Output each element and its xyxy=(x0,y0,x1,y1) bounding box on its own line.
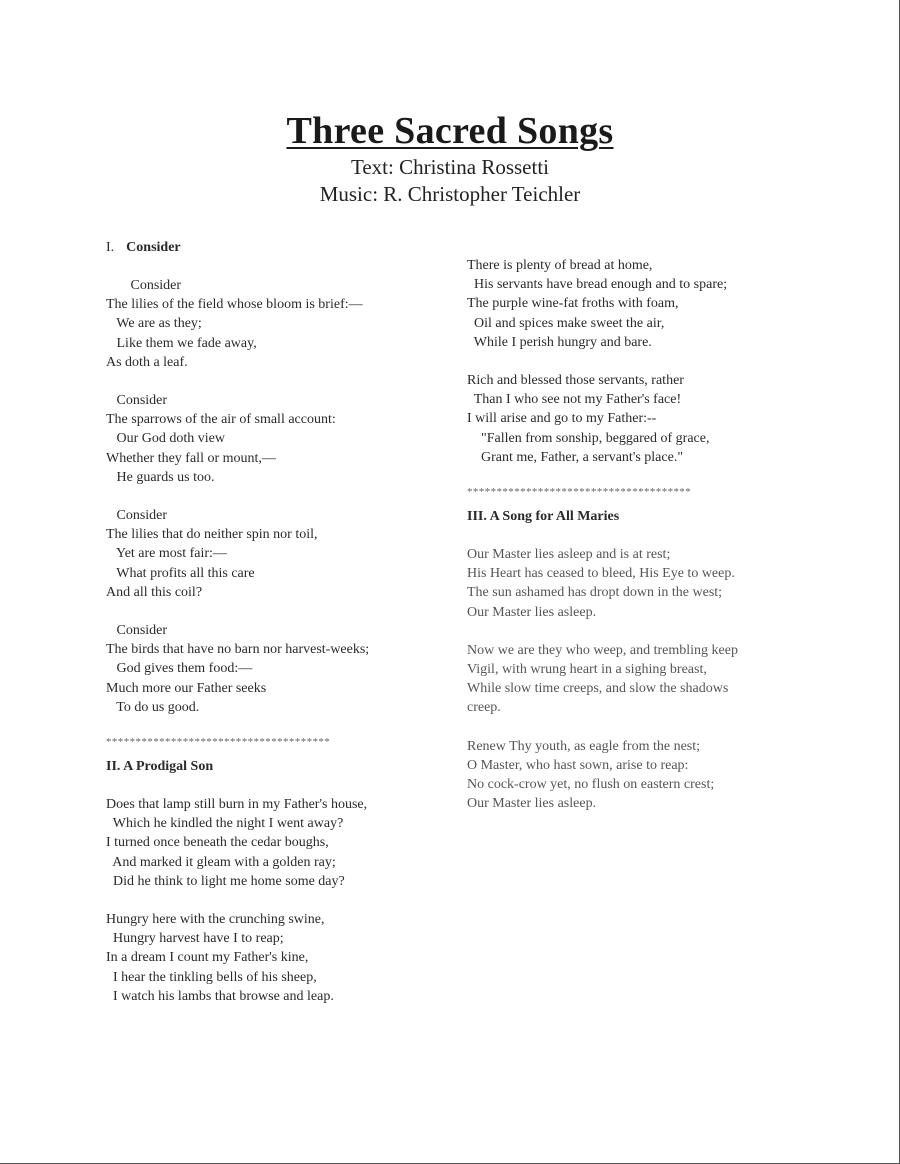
poem-line: Now we are they who weep, and trembling keep xyxy=(467,642,738,658)
poem-line: Grant me, Father, a servant's place." xyxy=(467,449,684,465)
poem-line: Yet are most fair:— xyxy=(106,546,227,562)
song2-body-continued xyxy=(467,256,797,467)
section-separator: ************************************** xyxy=(106,736,331,749)
poem-line: Consider xyxy=(106,393,168,409)
poem-line: The lilies of the field whose bloom is brief:— xyxy=(106,297,363,313)
music-credit: Music: R. Christopher Teichler xyxy=(319,182,581,206)
stanza xyxy=(467,256,797,352)
left-column xyxy=(106,236,446,1006)
poem-line: Consider xyxy=(106,278,182,293)
poem-line: Oil and spices make sweet the air, xyxy=(467,315,665,331)
stanza xyxy=(106,621,446,717)
poem-line: In a dream I count my Father's kine, xyxy=(106,950,309,966)
poem-line: I hear the tinkling bells of his sheep, xyxy=(106,969,317,985)
stanza xyxy=(106,795,446,891)
poem-line: The purple wine-fat froths with foam, xyxy=(467,296,679,312)
poem-line: Hungry harvest have I to reap; xyxy=(106,931,284,947)
poem-line: creep. xyxy=(467,700,501,716)
song2-body xyxy=(106,795,446,1006)
poem-line: Renew Thy youth, as eagle from the nest; xyxy=(467,738,701,754)
poem-line: Our Master lies asleep and is at rest; xyxy=(467,547,671,563)
poem-line: The lilies that do neither spin nor toil, xyxy=(106,527,318,543)
poem-line: He guards us too. xyxy=(106,469,215,485)
poem-line: "Fallen from sonship, beggared of grace, xyxy=(467,430,710,446)
document-title: Three Sacred Songs xyxy=(286,110,614,152)
stanza xyxy=(106,276,446,372)
poem-line: O Master, who hast sown, arise to reap: xyxy=(467,757,689,773)
stanza xyxy=(106,910,446,1006)
poem-line: His Heart has ceased to bleed, His Eye to weep. xyxy=(467,566,735,582)
poem-line: While I perish hungry and bare. xyxy=(467,334,652,350)
poem-line: Which he kindled the night I went away? xyxy=(106,816,344,832)
song1-body xyxy=(106,276,446,717)
stanza xyxy=(467,641,797,718)
poem-line: Our God doth view xyxy=(106,431,225,447)
poem-line: While slow time creeps, and slow the shadows xyxy=(467,681,729,697)
section-separator: ************************************** xyxy=(467,486,692,499)
poem-line: I will arise and go to my Father:-- xyxy=(467,411,657,427)
poem-line: As doth a leaf. xyxy=(106,354,188,370)
stanza xyxy=(467,371,797,467)
poem-line: Does that lamp still burn in my Father's house, xyxy=(106,797,368,813)
poem-line: I turned once beneath the cedar boughs, xyxy=(106,835,329,851)
poem-line: I watch his lambs that browse and leap. xyxy=(106,988,334,1004)
song3-body xyxy=(467,545,797,813)
poem-line: Vigil, with wrung heart in a sighing breast, xyxy=(467,662,707,678)
stanza xyxy=(467,737,797,814)
poem-line: To do us good. xyxy=(106,699,200,715)
poem-line: Like them we fade away, xyxy=(106,335,257,351)
poem-line: Rich and blessed those servants, rather xyxy=(467,373,684,389)
poem-line: And all this coil? xyxy=(106,584,203,600)
song2-heading: II. A Prodigal Son xyxy=(106,759,214,775)
poem-line: Did he think to light me home some day? xyxy=(106,873,345,889)
poem-line: His servants have bread enough and to spare; xyxy=(467,277,728,293)
poem-line: Our Master lies asleep. xyxy=(467,604,597,620)
poem-line: No cock-crow yet, no flush on eastern crest; xyxy=(467,777,715,793)
song1-number: I. xyxy=(106,240,115,255)
song1-heading xyxy=(106,236,446,260)
poem-line: Whether they fall or mount,— xyxy=(106,450,276,466)
poem-line: What profits all this care xyxy=(106,565,255,581)
document-header xyxy=(0,108,900,208)
song3-heading: III. A Song for All Maries xyxy=(467,509,620,525)
poem-line: There is plenty of bread at home, xyxy=(467,258,653,273)
poem-line: Consider xyxy=(106,508,168,524)
poem-line: Than I who see not my Father's face! xyxy=(467,392,682,408)
poem-line: God gives them food:— xyxy=(106,661,253,677)
text-credit: Text: Christina Rossetti xyxy=(350,155,550,179)
stanza xyxy=(106,391,446,487)
right-column xyxy=(467,256,797,813)
song1-title: Consider xyxy=(126,240,181,255)
poem-line: Hungry here with the crunching swine, xyxy=(106,912,325,928)
poem-line: Consider xyxy=(106,623,168,639)
poem-line: We are as they; xyxy=(106,316,202,332)
poem-line: Much more our Father seeks xyxy=(106,680,267,696)
poem-line: The sun ashamed has dropt down in the west; xyxy=(467,585,723,601)
stanza xyxy=(106,506,446,602)
stanza xyxy=(467,545,797,622)
poem-line: The birds that have no barn nor harvest-weeks; xyxy=(106,642,370,658)
poem-line: The sparrows of the air of small account: xyxy=(106,412,336,428)
poem-line: Our Master lies asleep. xyxy=(467,796,597,812)
poem-line: And marked it gleam with a golden ray; xyxy=(106,854,336,870)
